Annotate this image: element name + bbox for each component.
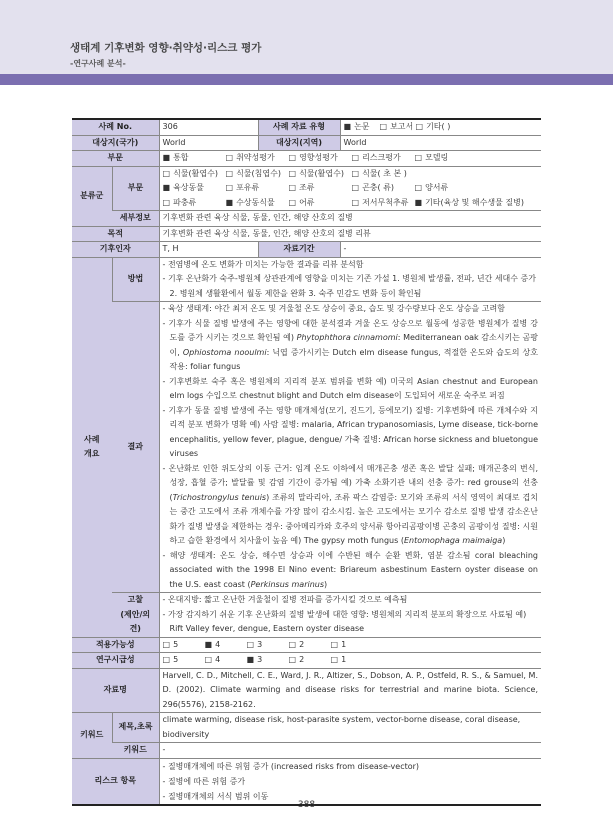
unchecked-box-icon: □ <box>225 168 234 178</box>
unchecked-box-icon: □ <box>351 183 360 192</box>
page-number: 388 <box>297 800 316 810</box>
checked-box-icon: ■ <box>414 197 423 207</box>
option-label: 1 <box>341 655 347 664</box>
result-value <box>159 302 541 593</box>
unchecked-box-icon: □ <box>288 197 297 207</box>
option-label: 3 <box>257 639 263 649</box>
label-taxon-sector: 부문 <box>112 166 159 211</box>
unchecked-box-icon: □ <box>415 122 424 131</box>
row-source <box>72 668 541 713</box>
period-value: - <box>340 242 541 258</box>
unchecked-box-icon: □ <box>351 153 360 162</box>
option-label: 기타(육상 및 해수생물 질병) <box>425 197 524 207</box>
bullet-item <box>163 404 538 462</box>
checkbox-option[interactable] <box>205 653 247 668</box>
discussion-value <box>159 593 541 638</box>
text-segment: - 온대지방: 짧고 온난한 겨울철이 질병 전파를 증가시킬 것으로 예측됨 <box>162 595 408 604</box>
text-segment: : Mediterranean oak 감소시키는 곰팡이, <box>169 333 538 357</box>
checkbox-option[interactable] <box>380 120 416 135</box>
option-label: 식물(활엽수) <box>299 168 344 178</box>
checkbox-option[interactable] <box>331 638 373 653</box>
checkbox-option[interactable] <box>163 181 226 196</box>
bullet-item <box>163 258 538 273</box>
unchecked-box-icon: □ <box>204 655 213 664</box>
label-source: 자료명 <box>72 668 159 713</box>
text-segment: ) <box>324 579 328 589</box>
row-risk <box>72 758 541 805</box>
country-value: World <box>159 135 258 151</box>
label-summary: 사례 개요 <box>72 257 112 637</box>
option-label: 5 <box>173 639 179 649</box>
checkbox-option[interactable] <box>205 638 247 653</box>
unchecked-box-icon: □ <box>246 639 255 649</box>
option-label: 육상동물 <box>173 183 204 192</box>
option-label: 논문 <box>354 122 370 131</box>
row-purpose <box>72 226 541 242</box>
label-case-type: 사례 자료 유형 <box>258 119 340 135</box>
bullet-item <box>163 375 538 404</box>
option-label: 4 <box>215 655 221 664</box>
row-discussion <box>72 593 541 638</box>
unchecked-box-icon: □ <box>225 183 234 192</box>
text-segment: - 질병에 따른 위험 증가 <box>162 776 246 786</box>
checkbox-option[interactable] <box>415 181 478 196</box>
unchecked-box-icon: □ <box>162 197 171 207</box>
unchecked-box-icon: □ <box>225 153 234 162</box>
text-segment: - 기후가 동물 질병 발생에 주는 영향 매개체성(모기, 진드기, 등에모기) 질병: 기후변화에 따른 개체수와 지리적 분포 변화가 명확 예) 사람 질병: malaria, African trypanosomiasis, Lyme disease, tick-borne encephalitis, yellow fever, plague, dengue/ 가축 질병: African horse sickness and bluetongue viruses <box>162 405 538 458</box>
checkbox-option[interactable] <box>415 167 478 182</box>
text-segment: - 기후변화로 숙주 혹은 병원체의 지리적 분포 범위를 변화 예) 미국의 Asian chestnut and European elm logs 수입으로 chestnut blight and Dutch elm disease이 도입되어 새로운 숙주로 퍼짐 <box>162 376 538 400</box>
option-label: 식물(침엽수) <box>236 168 281 178</box>
checkbox-option[interactable] <box>331 653 373 668</box>
checkbox-option[interactable] <box>289 196 352 211</box>
label-taxon: 분류군 <box>72 166 112 226</box>
bullet-item <box>163 302 538 317</box>
checkbox-option[interactable] <box>226 167 289 182</box>
option-label: 2 <box>299 639 305 649</box>
page-title: 생태계 기후변화 영향·취약성·리스크 평가 <box>70 42 262 54</box>
checkbox-option[interactable] <box>163 638 205 653</box>
text-segment: - 기후가 식물 질병 발생에 주는 영향에 대한 분석결과 겨울 온도 상승으로 월동에 성공한 병원체가 질병 강도를 증가 시키는 것으로 확인됨 예) <box>162 318 538 342</box>
unchecked-box-icon: □ <box>162 639 171 649</box>
option-label: 통합 <box>173 153 189 162</box>
label-method: 방법 <box>112 257 159 302</box>
checkbox-option[interactable] <box>352 167 415 182</box>
option-label: 포유류 <box>236 183 260 192</box>
unchecked-box-icon: □ <box>288 639 297 649</box>
label-risk: 리스크 항목 <box>72 758 159 805</box>
detail-value: 기후변화 관련 육상 식물, 동물, 인간, 해양 산호의 질병 <box>159 211 541 227</box>
checked-box-icon: ■ <box>162 153 171 162</box>
label-climate-factor: 기후인자 <box>72 242 159 258</box>
checkbox-option[interactable] <box>289 181 352 196</box>
label-detail: 세부정보 <box>112 211 159 227</box>
row-applicability <box>72 637 541 653</box>
species-name: Ophiostoma nooulmi <box>182 347 267 357</box>
unchecked-box-icon: □ <box>288 183 297 192</box>
bullet-item <box>163 272 538 301</box>
text-segment: - 해양 생태계: 온도 상승, 해수면 상승과 이에 수반된 해수 순환 변화, 염분 감소됨 coral bleaching associated with the 1998 El Nino event: Briareum asbestinum Eastern oyster disease on the U.S. east coast ( <box>162 550 538 589</box>
option-label: 수상동식물 <box>236 197 275 207</box>
applicability-options <box>163 638 538 653</box>
option-label: 저서무척추류 <box>362 197 409 207</box>
checkbox-option[interactable] <box>289 653 331 668</box>
row-taxon <box>72 166 541 211</box>
option-label: 조류 <box>299 183 315 192</box>
bullet-item <box>163 774 538 789</box>
text-segment: - 기후 온난화가 숙주-병원체 상관관계에 영향을 미치는 기존 가설 1. 병원체 발생률, 전파, 년간 세대수 증가 2. 병원체 생활환에서 월동 제한을 완화 3. 숙주 민감도 변화 등이 확인됨 <box>162 274 536 298</box>
species-name: Phytophthora cinnamomi <box>296 333 398 342</box>
checkbox-option[interactable] <box>247 638 289 653</box>
label-case-no: 사례 No. <box>72 119 159 135</box>
option-label: 3 <box>257 655 263 664</box>
unchecked-box-icon: □ <box>330 655 339 664</box>
label-keyword: 키워드 <box>72 713 112 759</box>
option-label: 리스크평가 <box>362 153 401 162</box>
label-sector: 부문 <box>72 151 159 167</box>
bullet-item <box>163 608 538 637</box>
text-segment: - 질병매개체의 서식 범위 이동 <box>162 791 269 801</box>
row-urgency <box>72 653 541 669</box>
method-value <box>159 257 541 302</box>
sector-options <box>163 151 538 166</box>
checked-box-icon: ■ <box>162 183 171 192</box>
species-name: Trichostrongylus tenuis <box>172 492 267 502</box>
checkbox-option[interactable] <box>289 167 352 182</box>
unchecked-box-icon: □ <box>288 655 297 664</box>
checked-box-icon: ■ <box>225 197 234 207</box>
row-keyword <box>72 743 541 759</box>
bullet-item <box>163 462 538 549</box>
checkbox-option[interactable] <box>352 196 415 211</box>
checkbox-option[interactable] <box>163 653 205 668</box>
unchecked-box-icon: □ <box>162 655 171 664</box>
checkbox-option[interactable] <box>416 120 451 135</box>
keyword-value: - <box>159 743 541 759</box>
option-label: 영향성평가 <box>299 153 338 162</box>
unchecked-box-icon: □ <box>162 168 171 178</box>
label-keyword-sub: 키워드 <box>112 743 159 759</box>
label-result: 결과 <box>112 302 159 593</box>
row-detail <box>72 211 541 227</box>
unchecked-box-icon: □ <box>351 197 360 207</box>
row-method <box>72 257 541 302</box>
checked-box-icon: ■ <box>246 655 255 664</box>
page-subtitle: -연구사례 분석- <box>70 59 126 68</box>
text-segment: : 닉엽 증가시키는 Dutch elm disease fungus, 적절한 온도와 습도의 상호작용: foliar fungus <box>169 347 538 371</box>
checkbox-option[interactable] <box>289 151 352 166</box>
option-label: 보고서 <box>390 122 414 131</box>
label-title-abstract: 제목,초록 <box>112 713 159 743</box>
label-purpose: 목적 <box>72 226 159 242</box>
option-label: 파충류 <box>173 197 197 207</box>
label-discussion: 고찰 (제안/의견) <box>112 593 159 638</box>
label-period: 자료기간 <box>258 242 340 258</box>
label-country: 대상지(국가) <box>72 135 159 151</box>
text-segment: - 전염병에 온도 변화가 미치는 가능한 결과를 리뷰 분석함 <box>162 259 364 269</box>
species-name: Entomophaga maimaiga <box>403 536 503 545</box>
text-segment: - 온난화로 인한 위도상의 이동 근거: 임계 온도 이하에서 매개곤충 생존 혹은 발달 실패; 매개곤충의 번식, 성장, 흡혈 증가; 발달률 및 감염 기간이 증가됨 예) 가축 소화기관 내의 선충 증가: red grouse의 선충 ( <box>162 463 538 502</box>
checkbox-option[interactable] <box>415 196 524 211</box>
text-segment: - 질병매개체에 따른 위험 증가 (increased risks from disease-vector) <box>162 761 420 771</box>
case-type-options <box>344 120 538 135</box>
text-segment: ) 조류의 말라리아, 조류 팍스 감염증: 모기와 조류의 서식 영역이 최대로 겹치는 중간 고도에서 조류 개체수를 가장 많이 감소시킴. 높은 고도에서는 모기수 감소로 질병 발생 감소온난화가 질병 발생을 제한하는 경우: 중아메리카와 호주의 양서류 항아리곰팡이병 곤충의 곰팡이성 질병: 시원하고 습한 환경에서 치사율이 높음 예) The gypsy moth fungus ( <box>169 492 539 545</box>
unchecked-box-icon: □ <box>288 168 297 178</box>
checkbox-option[interactable] <box>226 196 289 211</box>
source-value: Harvell, C. D., Mitchell, C. E., Ward, J. R., Altizer, S., Dobson, A. P., Ostfeld, R. S., & Samuel, M. D. (2002). Climate warming and disease risks for terrestrial and marine biota. Science, 296(5576), 2158-2162. <box>159 668 541 713</box>
unchecked-box-icon: □ <box>379 122 388 131</box>
row-climate-factor <box>72 242 541 258</box>
bullet-item <box>163 317 538 375</box>
bullet-item <box>163 593 538 608</box>
checkbox-option[interactable] <box>247 653 289 668</box>
row-title-abstract <box>72 713 541 743</box>
urgency-options <box>163 653 538 668</box>
purpose-value: 기후변화 관련 육상 식물, 동물, 인간, 해양 산호의 질병 리뷰 <box>159 226 541 242</box>
row-case-no <box>72 119 541 135</box>
option-label: 취약성평가 <box>236 153 275 162</box>
option-label: 식물( 초 본 ) <box>362 168 407 178</box>
risk-value <box>159 758 541 805</box>
option-label: 4 <box>215 639 221 649</box>
checkbox-option[interactable] <box>226 151 289 166</box>
option-label: 양서류 <box>425 183 449 192</box>
checkbox-option[interactable] <box>163 151 226 166</box>
option-label: 기타( ) <box>426 122 451 131</box>
option-label: 2 <box>299 655 305 664</box>
bullet-item <box>163 549 538 593</box>
climate-factor-value: T, H <box>159 242 258 258</box>
checkbox-option[interactable] <box>415 151 478 166</box>
option-label: 어류 <box>299 197 315 207</box>
title-abstract-value: climate warming, disease risk, host-parasite system, vector-borne disease, coral disease, biodiversity <box>159 713 541 743</box>
option-label: 곤충( 류) <box>362 183 395 192</box>
checkbox-option[interactable] <box>163 167 226 182</box>
bullet-item <box>163 759 538 774</box>
checkbox-option[interactable] <box>226 181 289 196</box>
checkbox-option[interactable] <box>163 196 226 211</box>
unchecked-box-icon: □ <box>330 639 339 649</box>
text-segment: - 가장 감지하기 쉬운 기후 온난화의 질병 발생에 대한 영향: 병원체의 지리적 분포의 확장으로 사료됨 예) Rift Valley fever, dengue, Eastern oyster disease <box>162 609 527 633</box>
checked-box-icon: ■ <box>204 639 213 649</box>
unchecked-box-icon: □ <box>414 153 423 162</box>
header-band <box>0 74 613 85</box>
checkbox-option[interactable] <box>344 120 380 135</box>
option-label: 1 <box>341 639 347 649</box>
row-sector <box>72 151 541 167</box>
option-label: 모델링 <box>425 153 449 162</box>
species-name: Perkinsus marinus <box>250 579 325 589</box>
unchecked-box-icon: □ <box>414 183 423 192</box>
unchecked-box-icon: □ <box>288 153 297 162</box>
label-applicability: 적용가능성 <box>72 637 159 653</box>
option-label: 식물(활엽수) <box>173 168 218 178</box>
checkbox-option[interactable] <box>352 181 415 196</box>
label-region: 대상지(지역) <box>258 135 340 151</box>
unchecked-box-icon: □ <box>351 168 360 178</box>
text-segment: - 육상 생태계: 야간 최저 온도 및 겨울철 온도 상승이 중요, 습도 및 강수량보다 온도 상승을 고려함 <box>162 304 505 313</box>
taxon-options <box>163 167 538 211</box>
checkbox-option[interactable] <box>289 638 331 653</box>
row-result <box>72 302 541 593</box>
checked-box-icon: ■ <box>343 122 352 131</box>
row-country <box>72 135 541 151</box>
checkbox-option[interactable] <box>352 151 415 166</box>
case-no-value: 306 <box>159 119 258 135</box>
case-table <box>72 118 541 806</box>
region-value: World <box>340 135 541 151</box>
label-urgency: 연구시급성 <box>72 653 159 669</box>
text-segment: ) <box>502 536 506 545</box>
option-label: 5 <box>173 655 179 664</box>
